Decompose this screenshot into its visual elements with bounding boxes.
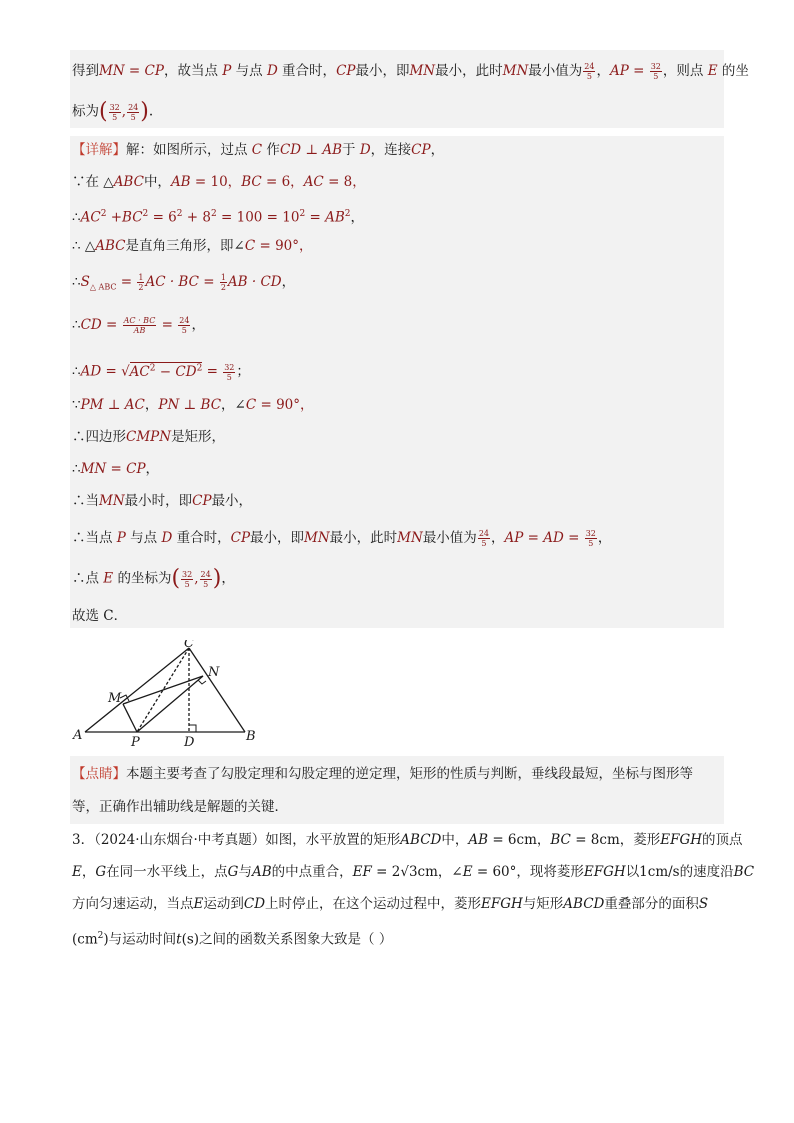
label-c: C	[184, 640, 194, 651]
right-angle-n	[198, 680, 206, 684]
detail-line-9: ∴四边形CMPN是矩形，	[72, 429, 226, 445]
segment-pm	[123, 704, 137, 732]
detail-line-14: 故选 C．	[72, 608, 128, 624]
right-angle-d	[189, 725, 196, 732]
explanation-line-2: 标为( $\frac{32}{5}$ , $\frac{24}{5}$ ).	[72, 99, 154, 124]
fraction: $\frac{AC \cdot BC}{AB}$	[123, 316, 156, 335]
side-bc	[189, 648, 245, 732]
left-paren: (	[171, 566, 181, 591]
comment-line-2: 等，正确作出辅助线是解题的关键．	[72, 799, 288, 815]
fraction: $\frac{24}{5}$	[179, 316, 190, 335]
detail-line-7: ∴AD = $√AC^2 - CD^2$ = $\frac{32}{5}$ ；	[72, 362, 250, 382]
fraction: $\frac{32}{5}$	[585, 529, 596, 548]
detail-line-12: ∴当点 P 与点 D 重合时，CP最小，即MN最小，此时MN最小值为 $\frac{24}{5}$ ，AP = AD = $\frac{32}{5}$ ，	[72, 529, 612, 548]
question3-line-2: E，G在同一水平线上，点G与AB的中点重合，EF = 2√3cm，∠E = 60°，现将菱形EFGH以1cm/s的速度沿BC	[72, 864, 755, 880]
fraction: $\frac{24}{5}$	[128, 102, 139, 122]
label-b: B	[246, 729, 256, 744]
side-ac	[85, 648, 189, 732]
detail-line-13: ∴点 E 的坐标为( $\frac{32}{5}$ , $\frac{24}{5}$ )，	[72, 566, 235, 591]
fraction: $\frac{24}{5}$	[200, 569, 211, 589]
detail-line-11: ∴当MN最小时，即CP最小，	[72, 493, 253, 509]
label-n: N	[208, 665, 220, 680]
right-paren: )	[140, 99, 149, 124]
explanation-line-1: 得到MN = CP，故当点 P 与点 D 重合时，CP最小，即MN最小，此时MN最小值为 $\frac{24}{5}$ ，AP = $\frac{32}{5}$ ，则点 E 的坐	[72, 62, 749, 81]
fraction: $\frac{24}{5}$	[584, 62, 595, 81]
segment-mn	[123, 676, 203, 704]
fraction: $\frac{32}{5}$	[224, 362, 235, 382]
detail-label: 【详解】	[72, 142, 126, 158]
detail-line-8: ∵PM ⊥ AC，PN ⊥ BC，∠C = 90°，	[72, 397, 314, 413]
detail-line-5: $\therefore S_{\triangle ABC}$ = $\frac{1}{2}$ AC · BC = $\frac{1}{2}$ AB · CD，	[72, 273, 296, 292]
detail-line-1: 【详解】解：如图所示，过点 C 作CD ⊥ AB于 D，连接CP，	[72, 142, 445, 158]
detail-line-6: ∴CD = $\frac{AC \cdot BC}{AB}$ = $\frac{24}{5}$ ，	[72, 316, 205, 335]
right-paren: )	[212, 566, 222, 591]
comment-label: 【点睛】	[72, 766, 126, 782]
question3-line-3: 方向匀速运动，当点E运动到CD上时停止，在这个运动过程中，菱形EFGH与矩形ABCD重叠部分的面积S	[72, 896, 709, 912]
left-paren: (	[99, 99, 108, 124]
question3-line-1: 3．（2024·山东烟台·中考真题）如图，水平放置的矩形ABCD中，AB = 6cm，BC = 8cm，菱形EFGH的顶点	[72, 832, 743, 848]
triangle-diagram	[71, 640, 257, 748]
fraction: $\frac{32}{5}$	[650, 62, 661, 81]
label-d: D	[184, 735, 195, 748]
segment-pn	[137, 676, 203, 732]
fraction: $\frac{1}{2}$	[220, 273, 226, 292]
detail-line-10: ∴MN = CP，	[72, 461, 160, 477]
fraction: $\frac{32}{5}$	[182, 569, 193, 589]
triangle-figure	[71, 640, 257, 748]
fraction: $\frac{32}{5}$	[109, 102, 120, 122]
detail-line-3: $\therefore AC^2 +BC^2 = 6^2 + 8^2 = 100 = 10^2 = AB^2$，	[72, 209, 364, 226]
label-m: M	[108, 691, 122, 706]
comment-line-1: 【点睛】本题主要考查了勾股定理和勾股定理的逆定理，矩形的性质与判断，垂线段最短，坐标与图形等	[72, 766, 693, 782]
fraction: $\frac{24}{5}$	[478, 529, 489, 548]
question3-line-4: $(cm^2)$与运动时间t(s)之间的函数关系图象大致是（ ）	[72, 931, 393, 948]
detail-line-2: ∵在 △ABC中，AB = 10，BC = 6，AC = 8，	[72, 174, 366, 190]
label-p: P	[131, 735, 140, 748]
label-a: A	[73, 728, 83, 743]
detail-line-4: ∴ △ABC是直角三角形，即∠C = 90°，	[72, 238, 313, 254]
fraction: $\frac{1}{2}$	[138, 273, 144, 292]
